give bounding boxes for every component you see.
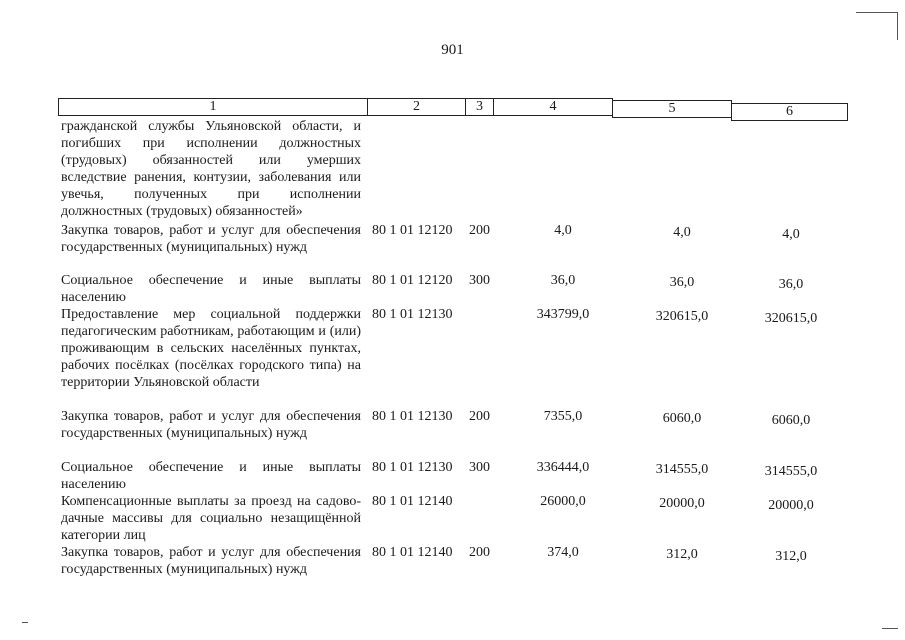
scan-mark-left xyxy=(22,622,28,623)
row-description: Предоставление мер социальной поддержки педагогическим работникам, работающим и (или) проживающим в сельских населённых пунктах, рабочих посёлках (посёлках городского типа) на территории Ульяновской области xyxy=(61,307,361,390)
page-number: 901 xyxy=(441,42,464,58)
row-value-col5: 36,0 xyxy=(669,275,695,290)
row-description: гражданской службы Ульяновской области, и погибших при исполнении должностных (трудовых) обязанностей или умерших вследствие ранения, контузии, заболевания или увечья, полученных при исполнении должностных (трудовых) обязанностей» xyxy=(61,119,361,219)
row-expense-type: 200 xyxy=(469,545,490,560)
row-expense-type: 300 xyxy=(469,460,490,475)
row-description: Социальное обеспечение и иные выплаты населению xyxy=(61,273,361,305)
row-target-code: 80 1 01 12130 xyxy=(372,460,453,475)
row-value-col5: 6060,0 xyxy=(662,411,702,426)
row-expense-type: 300 xyxy=(469,273,490,288)
row-value-col5: 4,0 xyxy=(673,225,691,240)
budget-table-body xyxy=(61,118,861,595)
scan-corner-mark-side xyxy=(897,12,898,40)
row-value-col6: 4,0 xyxy=(782,227,800,242)
column-header-1: 1 xyxy=(58,98,368,116)
row-value-col6: 36,0 xyxy=(778,277,804,292)
row-value-col5: 20000,0 xyxy=(659,496,705,511)
scan-corner-mark-top xyxy=(856,12,898,13)
row-expense-type: 200 xyxy=(469,223,490,238)
row-expense-type: 200 xyxy=(469,409,490,424)
row-value-col5: 312,0 xyxy=(666,547,698,562)
column-header-5: 5 xyxy=(612,100,732,118)
row-value-col4: 4,0 xyxy=(554,223,572,238)
row-value-col4: 343799,0 xyxy=(536,307,590,322)
row-description: Закупка товаров, работ и услуг для обеспечения государственных (муниципальных) нужд xyxy=(61,545,361,577)
table-row xyxy=(61,493,861,544)
row-target-code: 80 1 01 12130 xyxy=(372,409,453,424)
row-value-col6: 20000,0 xyxy=(768,498,814,513)
row-target-code: 80 1 01 12140 xyxy=(372,545,453,560)
column-header-4: 4 xyxy=(493,98,613,116)
column-header-2: 2 xyxy=(367,98,466,116)
row-value-col4: 374,0 xyxy=(547,545,579,560)
row-value-col6: 314555,0 xyxy=(764,464,818,479)
row-value-col4: 36,0 xyxy=(550,273,576,288)
table-row xyxy=(61,118,861,222)
row-description: Социальное обеспечение и иные выплаты населению xyxy=(61,460,361,492)
row-value-col6: 320615,0 xyxy=(764,311,818,326)
row-description: Компенсационные выплаты за проезд на садово-дачные массивы для социально незащищённой категории лиц xyxy=(61,494,361,543)
row-value-col5: 320615,0 xyxy=(655,309,709,324)
column-header-6: 6 xyxy=(731,103,848,121)
table-row xyxy=(61,544,861,595)
row-value-col6: 312,0 xyxy=(775,549,807,564)
row-target-code: 80 1 01 12120 xyxy=(372,223,453,238)
table-row xyxy=(61,408,861,459)
row-value-col4: 26000,0 xyxy=(540,494,586,509)
row-description: Закупка товаров, работ и услуг для обеспечения государственных (муниципальных) нужд xyxy=(61,409,361,441)
table-row xyxy=(61,222,861,272)
row-target-code: 80 1 01 12140 xyxy=(372,494,453,509)
scan-corner-mark-bottom xyxy=(882,628,898,629)
table-row xyxy=(61,459,861,493)
table-row xyxy=(61,306,861,408)
table-row xyxy=(61,272,861,306)
row-value-col4: 7355,0 xyxy=(543,409,583,424)
row-value-col6: 6060,0 xyxy=(771,413,811,428)
column-header-3: 3 xyxy=(465,98,494,116)
row-target-code: 80 1 01 12120 xyxy=(372,273,453,288)
row-value-col4: 336444,0 xyxy=(536,460,590,475)
row-value-col5: 314555,0 xyxy=(655,462,709,477)
row-target-code: 80 1 01 12130 xyxy=(372,307,453,322)
row-description: Закупка товаров, работ и услуг для обеспечения государственных (муниципальных) нужд xyxy=(61,223,361,255)
